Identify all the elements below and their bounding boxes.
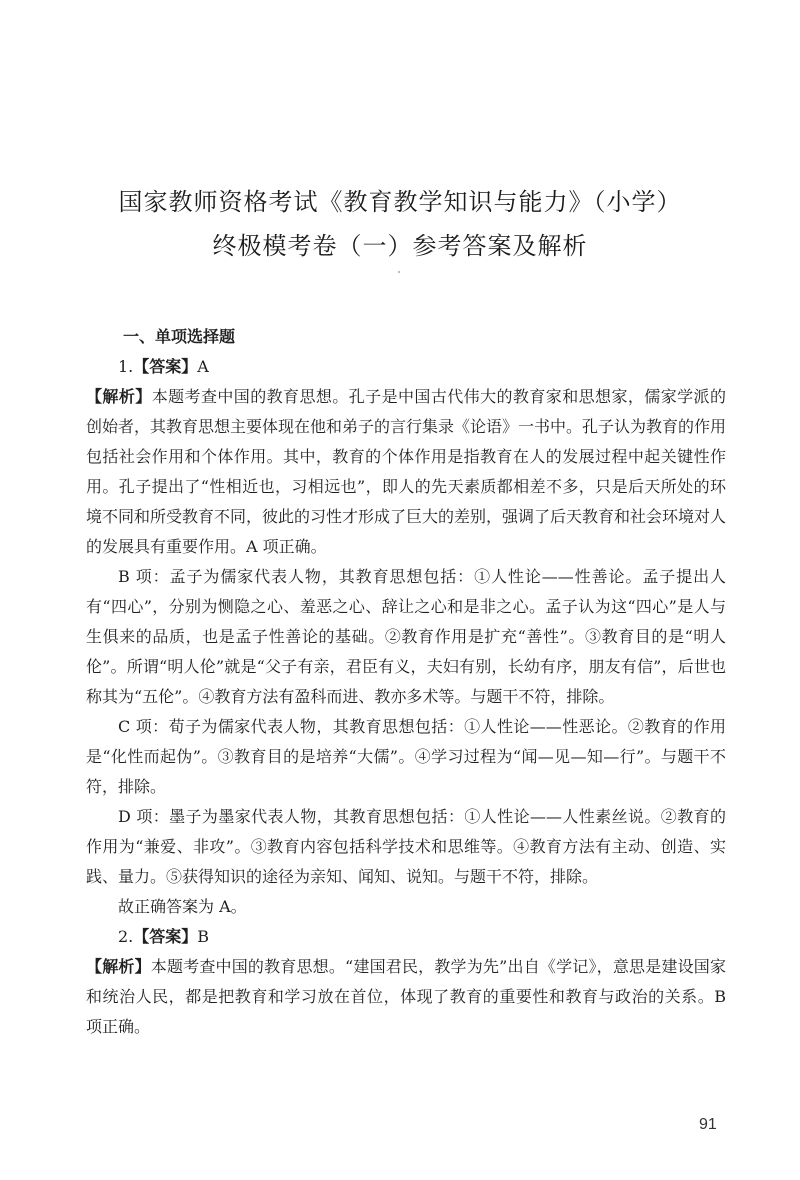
q2-analysis	[86, 952, 726, 1042]
q2-answer-line	[86, 922, 726, 952]
q2-analysis-tag: 【解析】	[86, 957, 151, 976]
q1-answer-tag: 【答案】	[133, 357, 198, 376]
q1-option-c: C 项：荀子为儒家代表人物，其教育思想包括：①人性论——性恶论。②教育的作用是“化性而起伪”。③教育目的是培养“大儒”。④学习过程为“闻—见—知—行”。与题干不符，排除。	[86, 717, 726, 796]
decorative-dot	[398, 271, 400, 273]
q1-option-d: D 项：墨子为墨家代表人物，其教育思想包括：①人性论——人性素丝说。②教育的作用为“兼爱、非攻”。③教育内容包括科学技术和思维等。④教育方法有主动、创造、实践、量力。⑤获得知识的途径为亲知、闻知、说知。与题干不符，排除。	[86, 807, 726, 886]
content-body	[86, 322, 726, 1042]
q1-number: 1.	[118, 357, 134, 376]
q1-conclusion: 故正确答案为 A。	[118, 897, 247, 916]
title-line-2: 终极模考卷（一）参考答案及解析	[212, 232, 588, 260]
q2-answer: B	[197, 927, 210, 946]
q1-analysis-tag: 【解析】	[86, 387, 152, 406]
q2-number: 2.	[118, 927, 134, 946]
q2-analysis-text: 本题考查中国的教育思想。“建国君民，教学为先”出自《学记》，意思是建设国家和统治人民，都是把教育和学习放在首位，体现了教育的重要性和教育与政治的关系。B 项正确。	[86, 957, 726, 1036]
q1-option-b: B 项：孟子为儒家代表人物，其教育思想包括：①人性论——性善论。孟子提出人有“四心”，分别为恻隐之心、羞恶之心、辞让之心和是非之心。孟子认为这“四心”是人与生俱来的品质，也是孟子性善论的基础。②教育作用是扩充“善性”。③教育目的是“明人伦”。所谓“明人伦”就是“父子有亲，君臣有义，夫妇有别，长幼有序，朋友有信”，后世也称其为“五伦”。④教育方法有盈科而进、教亦多术等。与题干不符，排除。	[86, 567, 726, 706]
q1-analysis-text: 本题考查中国的教育思想。孔子是中国古代伟大的教育家和思想家，儒家学派的创始者，其教育思想主要体现在他和弟子的言行集录《论语》一书中。孔子认为教育的作用包括社会作用和个体作用。其中，教育的个体作用是指教育在人的发展过程中起关键性作用。孔子提出了“性相近也，习相远也”，即人的先天素质都相差不多，只是后天所处的环境不同和所受教育不同，彼此的习性才形成了巨大的差别，强调了后天教育和社会环境对人的发展具有重要作用。A 项正确。	[86, 387, 727, 556]
title-line-1: 国家教师资格考试《教育教学知识与能力》（小学）	[118, 188, 682, 216]
section-heading: 一、单项选择题	[123, 327, 236, 346]
q1-answer: A	[197, 357, 209, 376]
q2-answer-tag: 【答案】	[133, 927, 198, 946]
q1-analysis	[86, 382, 726, 562]
q1-answer-line	[86, 352, 726, 382]
page-number: 91	[699, 1116, 717, 1133]
